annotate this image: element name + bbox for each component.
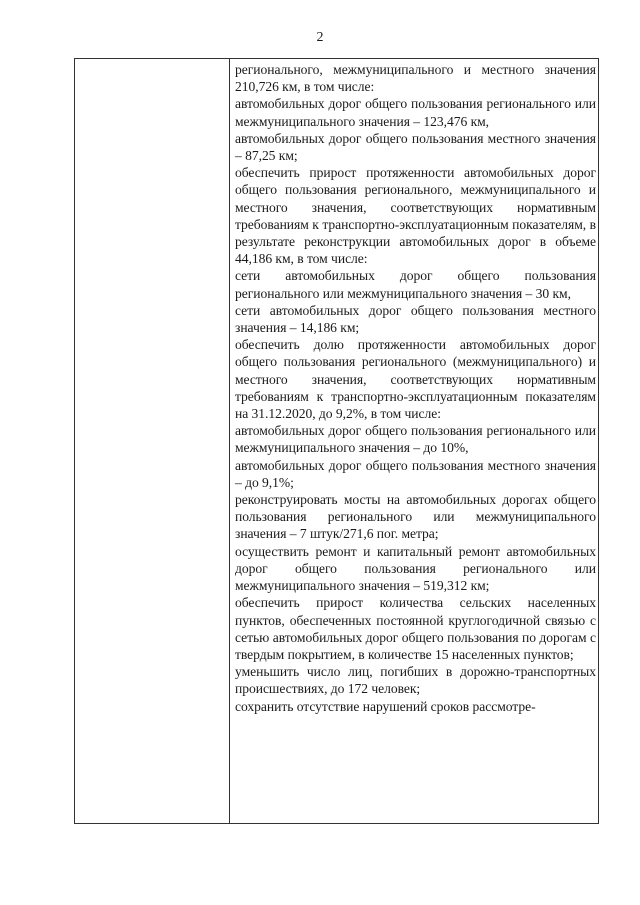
program-table [74,58,599,824]
table-right-cell [230,59,599,824]
paragraph-regional-roads-length: автомобильных дорог общего пользования регионального или межмуниципального значения – 123,476 км, [235,96,596,129]
paragraph-rural-settlements: обеспечить прирост количества сельских населенных пунктов, обеспеченных постоянной круглогодичной связью с сетью автомобильных дорог общего пользования по дорогам с твердым покрытием, в количестве 15 населенных пунктов; [235,595,596,662]
paragraph-compliance-share: обеспечить долю протяженности автомобильных дорог общего пользования регионального (межмуниципального) и местного значения, соответствующих нормативным требованиям к транспортно-эксплуатационным показателям на 31.12.2020, до 9,2%, в том числе: [235,337,596,422]
paragraph-reconstruction-growth: обеспечить прирост протяженности автомобильных дорог общего пользования регионального, межмуниципального и местного значения, соответствующих нормативным требованиям к транспортно-эксплуатационным показателям, в результате реконструкции автомобильных дорог в объеме 44,186 км, в том числе: [235,165,596,267]
table-left-cell [75,59,230,824]
paragraph-regional-network: сети автомобильных дорог общего пользования регионального или межмуниципального значения – 30 км, [235,268,596,301]
paragraph-repair: осуществить ремонт и капитальный ремонт автомобильных дорог общего пользования регионального или межмуниципального значения – 519,312 км; [235,543,596,594]
paragraph-bridges: реконструировать мосты на автомобильных дорогах общего пользования регионального или межмуниципального значения – 7 штук/271,6 пог. метра; [235,492,596,542]
paragraph-road-fatalities: уменьшить число лиц, погибших в дорожно-транспортных происшествиях, до 172 человек; [235,664,596,697]
page-number: 2 [316,30,324,45]
table-row [75,59,599,824]
paragraph-regional-share: автомобильных дорог общего пользования регионального или межмуниципального значения – до 10%, [235,423,596,456]
paragraph-review-deadlines: сохранить отсутствие нарушений сроков рассмотре- [235,698,536,714]
paragraph-local-network: сети автомобильных дорог общего пользования местного значения – 14,186 км; [235,302,596,336]
paragraph-local-share: автомобильных дорог общего пользования местного значения – до 9,1%; [235,457,596,490]
paragraph-total-length: регионального, межмуниципального и местного значения 210,726 км, в том числе: [235,62,596,95]
paragraph-local-roads-length: автомобильных дорог общего пользования местного значения – 87,25 км; [235,130,596,164]
